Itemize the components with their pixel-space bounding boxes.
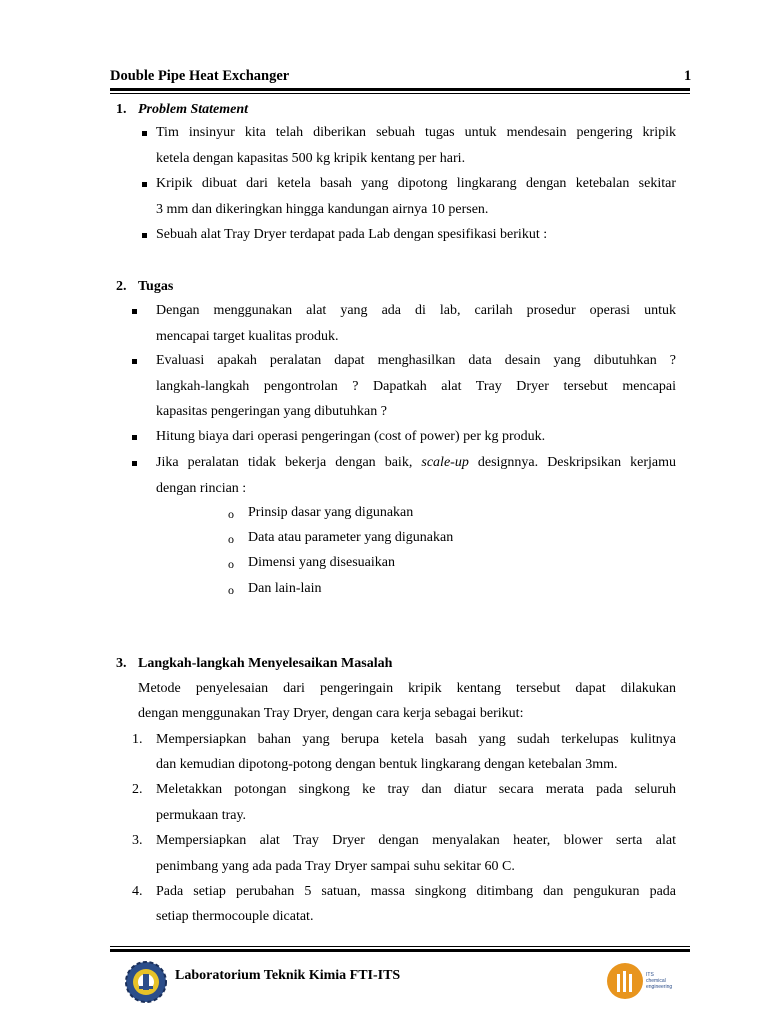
bullet-icon bbox=[132, 435, 137, 440]
text-line: 3 mm dan dikeringkan hingga kandungan airnya 10 persen. bbox=[156, 202, 489, 217]
text-line: Hitung biaya dari operasi pengeringan (cost of power) per kg produk. bbox=[156, 429, 546, 444]
section-title: Problem Statement bbox=[138, 102, 249, 117]
section-number: 2. bbox=[116, 279, 127, 294]
text-span: designnya. Deskripsikan kerjamu bbox=[468, 455, 676, 470]
bullet-icon bbox=[132, 309, 137, 314]
text-line: dan kemudian dipotong-potong dengan bentuk lingkarang dengan ketebalan 3mm. bbox=[156, 757, 618, 772]
text-line: dengan rincian : bbox=[156, 481, 247, 496]
its-emblem-logo bbox=[124, 960, 168, 1004]
text-line: Meletakkan potongan singkong ke tray dan diatur secara merata pada seluruh bbox=[156, 782, 676, 797]
section-number: 1. bbox=[116, 102, 127, 117]
logo-text: chemical bbox=[646, 978, 666, 984]
text-line: kapasitas pengeringan yang dibutuhkan ? bbox=[156, 404, 387, 419]
section-3-heading bbox=[116, 656, 392, 672]
text-line: Mempersiapkan bahan yang berupa ketela basah yang sudah terkelupas kulitnya bbox=[156, 732, 676, 747]
sub-list-item: Data atau parameter yang digunakan bbox=[248, 530, 454, 545]
text-line: mencapai target kualitas produk. bbox=[156, 329, 339, 344]
bullet-icon bbox=[132, 359, 137, 364]
text-line: setiap thermocouple dicatat. bbox=[156, 909, 314, 924]
text-line: Pada setiap perubahan 5 satuan, massa singkong ditimbang dan pengukuran pada bbox=[156, 884, 676, 899]
circle-bullet-icon: o bbox=[228, 532, 234, 546]
sub-list-item: Dan lain-lain bbox=[248, 581, 322, 596]
circle-bullet-icon: o bbox=[228, 507, 234, 521]
step-number: 4. bbox=[132, 884, 143, 899]
text-line: Evaluasi apakah peralatan dapat menghasilkan data desain yang dibutuhkan ? bbox=[156, 353, 676, 368]
logo-text: engineering bbox=[646, 984, 673, 990]
page-number: 1 bbox=[684, 68, 692, 84]
text-line: penimbang yang ada pada Tray Dryer sampai suhu sekitar 60 C. bbox=[156, 859, 515, 874]
emphasis-text: scale-up bbox=[421, 455, 469, 470]
text-line bbox=[156, 455, 676, 471]
circle-bullet-icon: o bbox=[228, 583, 234, 597]
section-title: Tugas bbox=[138, 279, 174, 294]
header-title: Double Pipe Heat Exchanger bbox=[110, 68, 290, 84]
section-2-heading bbox=[116, 279, 173, 295]
text-line: Dengan menggunakan alat yang ada di lab, carilah prosedur operasi untuk bbox=[156, 303, 676, 318]
text-line: Kripik dibuat dari ketela basah yang dipotong lingkarang dengan ketebalan sekitar bbox=[156, 176, 676, 191]
section-title: Langkah-langkah Menyelesaikan Masalah bbox=[138, 656, 393, 671]
bullet-icon bbox=[142, 131, 147, 136]
circle-bullet-icon: o bbox=[228, 557, 234, 571]
step-number: 3. bbox=[132, 833, 143, 848]
text-line: Metode penyelesaian dari pengeringain kripik kentang tersebut dapat dilakukan bbox=[138, 681, 676, 696]
footer-rule-thin bbox=[110, 946, 690, 947]
header-rule-thick bbox=[110, 88, 690, 91]
section-number: 3. bbox=[116, 656, 127, 671]
its-chemical-engineering-logo bbox=[606, 962, 678, 1000]
header-rule-thin bbox=[110, 93, 690, 94]
step-number: 2. bbox=[132, 782, 143, 797]
sub-list-item: Dimensi yang disesuaikan bbox=[248, 555, 395, 570]
text-span: Jika peralatan tidak bekerja dengan baik, bbox=[156, 455, 422, 470]
text-line: Sebuah alat Tray Dryer terdapat pada Lab dengan spesifikasi berikut : bbox=[156, 227, 548, 242]
text-line: Tim insinyur kita telah diberikan sebuah tugas untuk mendesain pengering kripik bbox=[156, 125, 676, 140]
logo-text: ITS bbox=[646, 972, 654, 978]
text-line: dengan menggunakan Tray Dryer, dengan cara kerja sebagai berikut: bbox=[138, 706, 524, 721]
sub-list-item: Prinsip dasar yang digunakan bbox=[248, 505, 414, 520]
text-line: permukaan tray. bbox=[156, 808, 247, 823]
footer-rule-thick bbox=[110, 949, 690, 952]
footer-text: Laboratorium Teknik Kimia FTI-ITS bbox=[175, 968, 401, 983]
text-line: Mempersiapkan alat Tray Dryer dengan menyalakan heater, blower serta alat bbox=[156, 833, 676, 848]
text-line: langkah-langkah pengontrolan ? Dapatkah alat Tray Dryer tersebut mencapai bbox=[156, 379, 676, 394]
text-line: ketela dengan kapasitas 500 kg kripik kentang per hari. bbox=[156, 151, 466, 166]
bullet-icon bbox=[142, 233, 147, 238]
section-1-heading bbox=[116, 102, 248, 118]
step-number: 1. bbox=[132, 732, 143, 747]
bullet-icon bbox=[142, 182, 147, 187]
bullet-icon bbox=[132, 461, 137, 466]
